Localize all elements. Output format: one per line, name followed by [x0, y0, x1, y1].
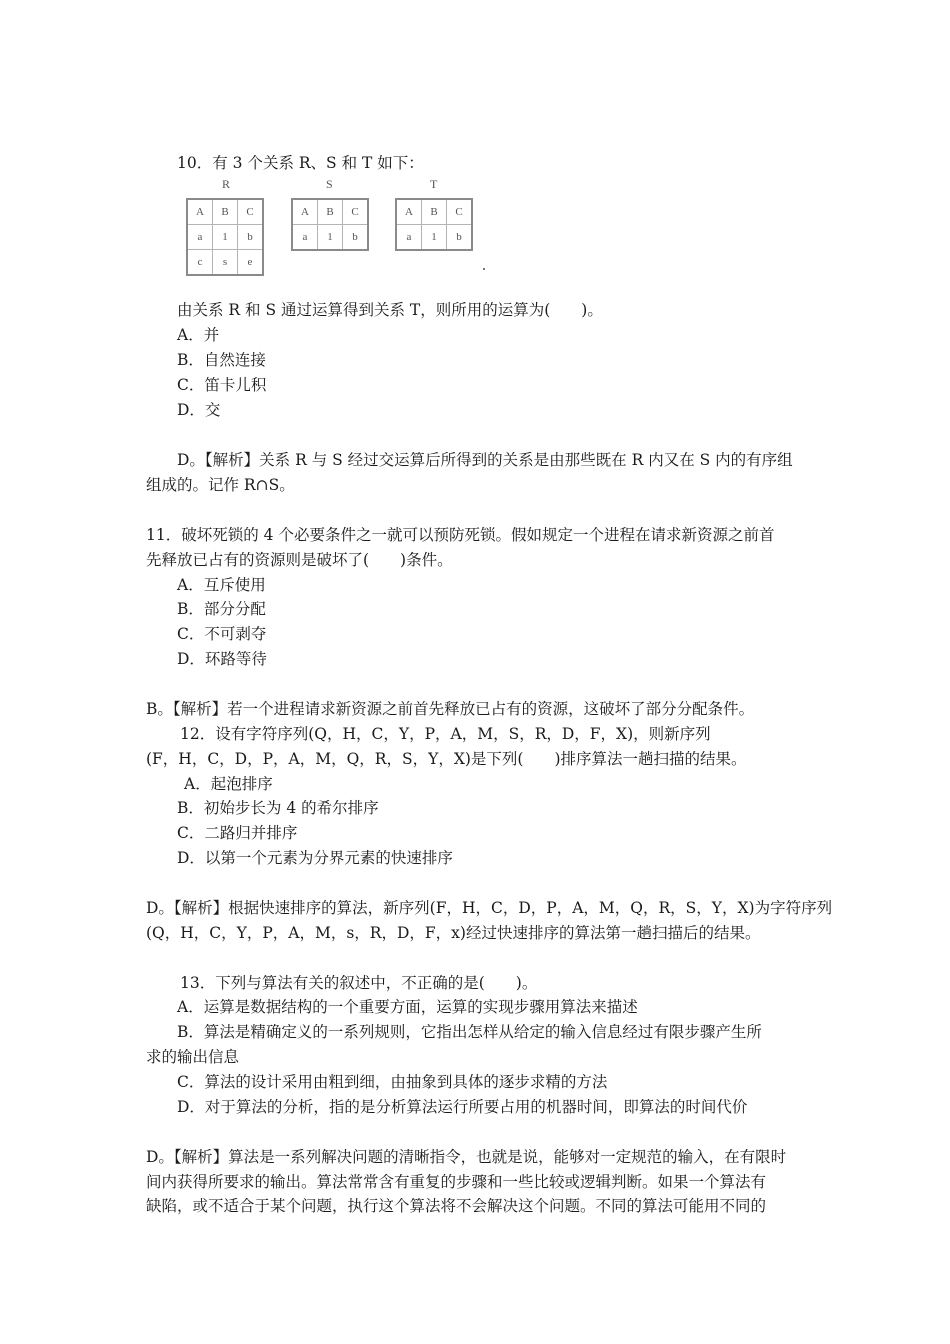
- relation-r-table: [186, 198, 264, 276]
- table-cell: a: [396, 225, 422, 251]
- q11-answer: B。【解析】若一个进程请求新资源之前首先释放已占有的资源，这破坏了部分分配条件。: [146, 700, 755, 718]
- q13-answer-line-1: D。【解析】算法是一系列解决问题的清晰指令，也就是说，能够对一定规范的输入，在有限时: [146, 1148, 787, 1166]
- relation-r-name: R: [222, 177, 231, 191]
- table-row: [292, 225, 368, 251]
- table-cell: A: [396, 199, 422, 225]
- q10-option-a: A．并: [177, 326, 220, 344]
- table-cell: A: [292, 199, 318, 225]
- table-header-row: [396, 199, 472, 225]
- table-header-row: [187, 199, 263, 225]
- q11-option-a: A．互斥使用: [177, 576, 266, 594]
- q10-option-d: D．交: [177, 401, 221, 419]
- table-cell: b: [238, 225, 264, 250]
- table-cell: 1: [213, 225, 238, 250]
- table-cell: 1: [422, 225, 447, 251]
- q13-option-b-line-1: B．算法是精确定义的一系列规则，它指出怎样从给定的输入信息经过有限步骤产生所: [177, 1023, 762, 1041]
- table-row: [187, 225, 263, 250]
- q12-option-c: C．二路归并排序: [177, 824, 298, 842]
- q13-option-a: A．运算是数据结构的一个重要方面，运算的实现步骤用算法来描述: [177, 998, 638, 1016]
- q12-stem-line-2: (F，H，C，D，P，A，M，Q，R，S，Y，X)是下列( )排序算法一趟扫描的结果。: [146, 750, 747, 768]
- q13-option-b-line-2: 求的输出信息: [146, 1048, 240, 1066]
- table-row: [396, 225, 472, 251]
- q13-option-d: D．对于算法的分析，指的是分析算法运行所要占用的机器时间，即算法的时间代价: [177, 1098, 748, 1116]
- q12-option-b: B．初始步长为 4 的希尔排序: [177, 799, 379, 817]
- q11-option-d: D．环路等待: [177, 650, 267, 668]
- table-cell: b: [343, 225, 369, 251]
- table-cell: C: [238, 199, 264, 225]
- q12-answer-line-1: D。【解析】根据快速排序的算法，新序列(F，H，C，D，P，A，M，Q，R，S，Y，X)为字符序列: [146, 899, 833, 917]
- table-cell: A: [187, 199, 213, 225]
- q12-option-a: A．起泡排序: [184, 775, 273, 793]
- q10-option-b: B．自然连接: [177, 351, 266, 369]
- relation-s-name: S: [326, 177, 333, 191]
- relation-t-name: T: [430, 177, 438, 191]
- q10-question: 由关系 R 和 S 通过运算得到关系 T，则所用的运算为( )。: [177, 301, 603, 319]
- q13-answer-line-2: 间内获得所要求的输出。算法常常含有重复的步骤和一些比较或逻辑判断。如果一个算法有: [146, 1173, 767, 1191]
- relation-s-table: [291, 198, 369, 251]
- table-cell: C: [447, 199, 473, 225]
- table-cell: C: [343, 199, 369, 225]
- q11-stem-line-1: 11．破坏死锁的 4 个必要条件之一就可以预防死锁。假如规定一个进程在请求新资源之前首: [146, 526, 775, 544]
- table-cell: s: [213, 250, 238, 276]
- q11-option-c: C．不可剥夺: [177, 625, 267, 643]
- q10-answer-line-1: D。【解析】关系 R 与 S 经过交运算后所得到的关系是由那些既在 R 内又在 S 内的有序组: [177, 451, 793, 469]
- table-cell: a: [292, 225, 318, 251]
- table-cell: 1: [318, 225, 343, 251]
- table-cell: e: [238, 250, 264, 276]
- q10-answer-line-2: 组成的。记作 R∩S。: [146, 476, 295, 494]
- relation-t-table: [395, 198, 473, 251]
- q10-option-c: C．笛卡儿积: [177, 376, 267, 394]
- q11-stem-line-2: 先释放已占有的资源则是破坏了( )条件。: [146, 551, 453, 569]
- scan-speck: [483, 268, 485, 270]
- table-cell: c: [187, 250, 213, 276]
- table-cell: b: [447, 225, 473, 251]
- table-header-row: [292, 199, 368, 225]
- q13-answer-line-3: 缺陷，或不适合于某个问题，执行这个算法将不会解决这个问题。不同的算法可能用不同的: [146, 1197, 767, 1215]
- q11-option-b: B．部分分配: [177, 600, 266, 618]
- q12-answer-line-2: (Q，H，C，Y，P，A，M，s，R，D，F，x)经过快速排序的算法第一趟扫描后的结果。: [146, 924, 761, 942]
- table-cell: B: [213, 199, 238, 225]
- table-cell: B: [422, 199, 447, 225]
- q12-stem-line-1: 12．设有字符序列(Q，H，C，Y，P，A，M，S，R，D，F，X)，则新序列: [180, 725, 711, 743]
- table-cell: a: [187, 225, 213, 250]
- q13-option-c: C．算法的设计采用由粗到细，由抽象到具体的逐步求精的方法: [177, 1073, 608, 1091]
- q13-stem: 13．下列与算法有关的叙述中，不正确的是( )。: [180, 974, 538, 992]
- table-cell: B: [318, 199, 343, 225]
- q10-stem: 10．有 3 个关系 R、S 和 T 如下：: [177, 154, 424, 172]
- q12-option-d: D．以第一个元素为分界元素的快速排序: [177, 849, 453, 867]
- table-row: [187, 250, 263, 276]
